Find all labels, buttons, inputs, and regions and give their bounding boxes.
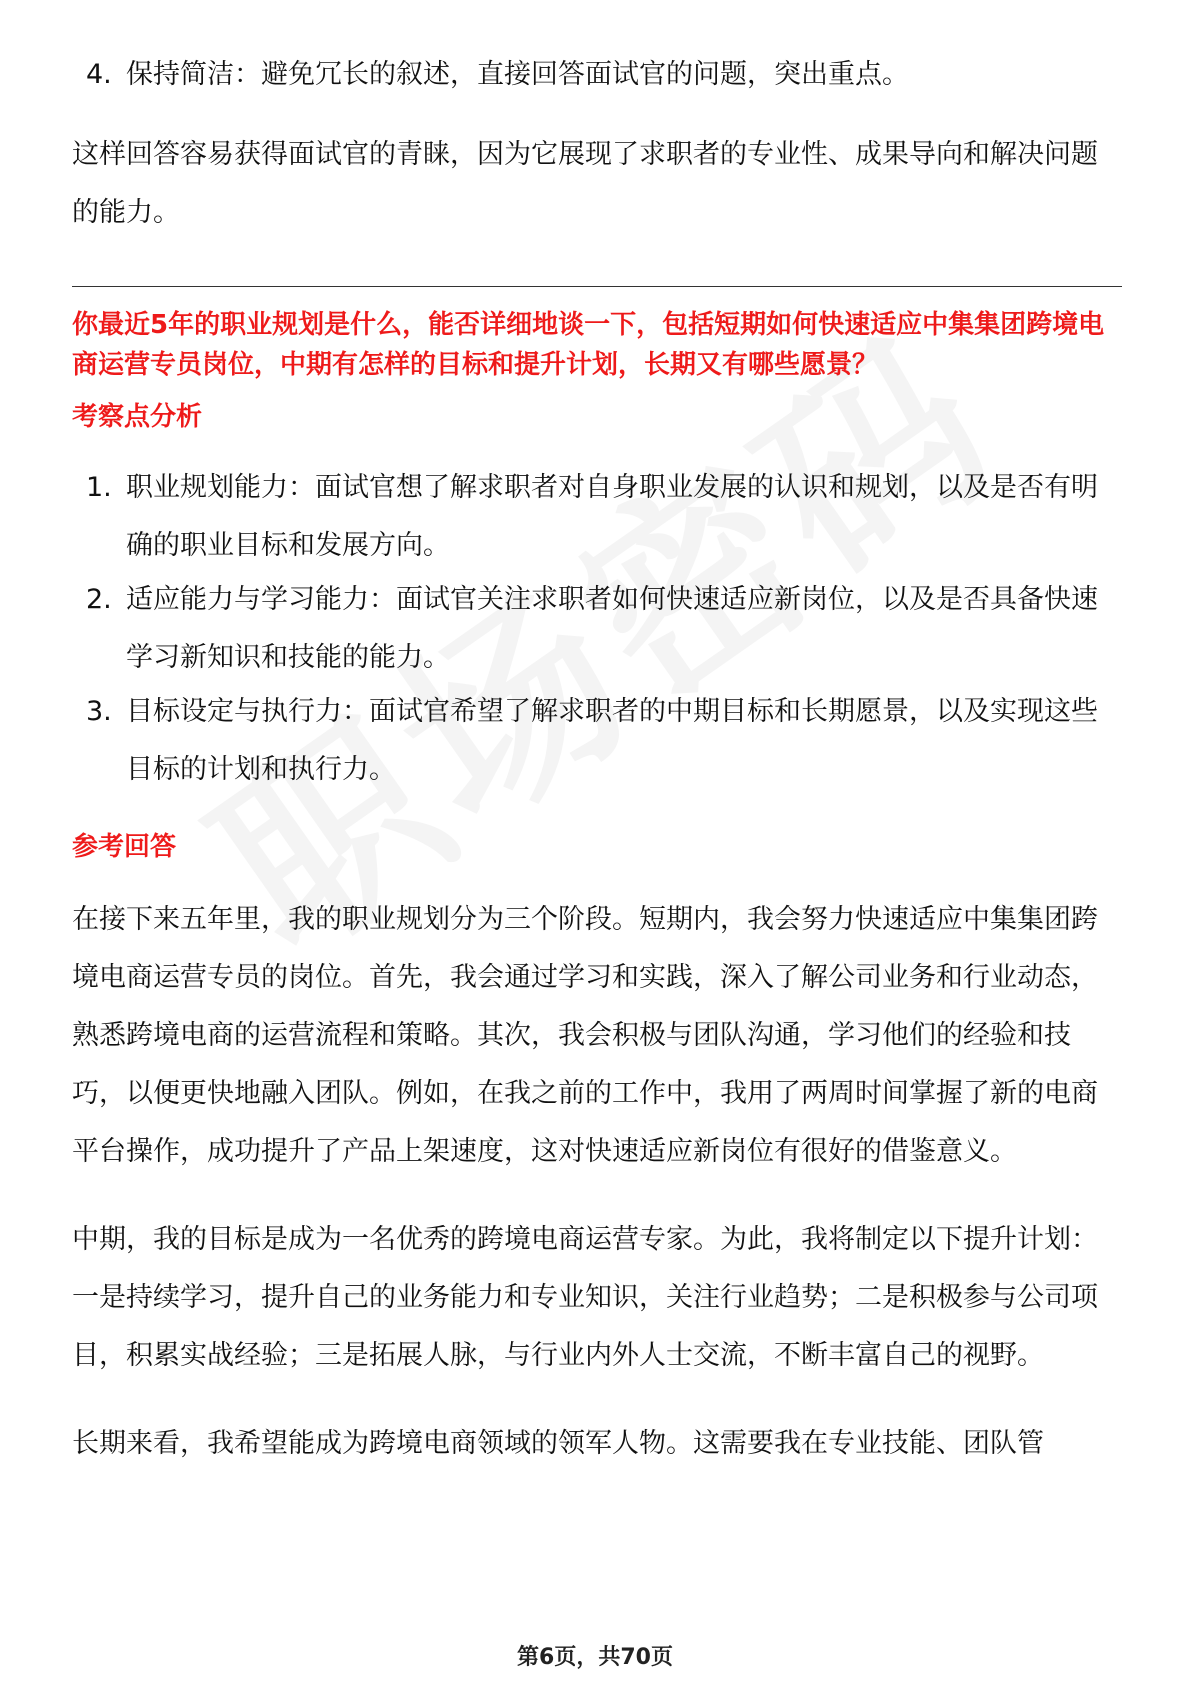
list-item-text: 适应能力与学习能力：面试官关注求职者如何快速适应新岗位，以及是否具备快速学习新知识和技能的能力。 [126, 584, 1098, 673]
list-item-text: 保持简洁：避免冗长的叙述，直接回答面试官的问题，突出重点。 [126, 59, 909, 90]
list-item-text: 目标设定与执行力：面试官希望了解求职者的中期目标和长期愿景，以及实现这些目标的计划和执行力。 [126, 696, 1098, 785]
section-divider [72, 286, 1122, 287]
list-item-number: 4. [86, 59, 112, 90]
page-number: 第6页，共70页 [517, 1645, 673, 1670]
answer-title: 参考回答 [72, 832, 177, 862]
answer-paragraph: 长期来看，我希望能成为跨境电商领域的领军人物。这需要我在专业技能、团队管 [72, 1428, 1044, 1459]
answer-paragraph: 在接下来五年里，我的职业规划分为三个阶段。短期内，我会努力快速适应中集集团跨境电商运营专员的岗位。首先，我会通过学习和实践，深入了解公司业务和行业动态，熟悉跨境电商的运营流程和策略。其次，我会积极与团队沟通，学习他们的经验和技巧，以便更快地融入团队。例如，在我之前的工作中，我用了两周时间掌握了新的电商平台操作，成功提升了产品上架速度，这对快速适应新岗位有很好的借鉴意义。 [72, 904, 1098, 1167]
analysis-list [72, 459, 1122, 799]
intro-paragraph: 这样回答容易获得面试官的青睐，因为它展现了求职者的专业性、成果导向和解决问题的能力。 [72, 139, 1098, 228]
answer-paragraph: 中期，我的目标是成为一名优秀的跨境电商运营专家。为此，我将制定以下提升计划：一是持续学习，提升自己的业务能力和专业知识，关注行业趋势；二是积极参与公司项目，积累实战经验；三是拓展人脉，与行业内外人士交流，不断丰富自己的视野。 [72, 1224, 1098, 1371]
list-item-number: 2. [86, 584, 112, 615]
list-item-number: 3. [86, 696, 112, 727]
analysis-title: 考察点分析 [72, 402, 203, 432]
analysis-item [72, 571, 1122, 687]
list-item-text: 职业规划能力：面试官想了解求职者对自身职业发展的认识和规划，以及是否有明确的职业目标和发展方向。 [126, 472, 1098, 561]
analysis-item [72, 683, 1122, 799]
analysis-item [72, 459, 1122, 575]
intro-list-item [72, 46, 1122, 104]
interview-question: 你最近5年的职业规划是什么，能否详细地谈一下，包括短期如何快速适应中集集团跨境电商运营专员岗位，中期有怎样的目标和提升计划，长期又有哪些愿景？ [72, 310, 1105, 380]
page-content [72, 0, 1122, 1473]
list-item-number: 1. [86, 472, 112, 503]
